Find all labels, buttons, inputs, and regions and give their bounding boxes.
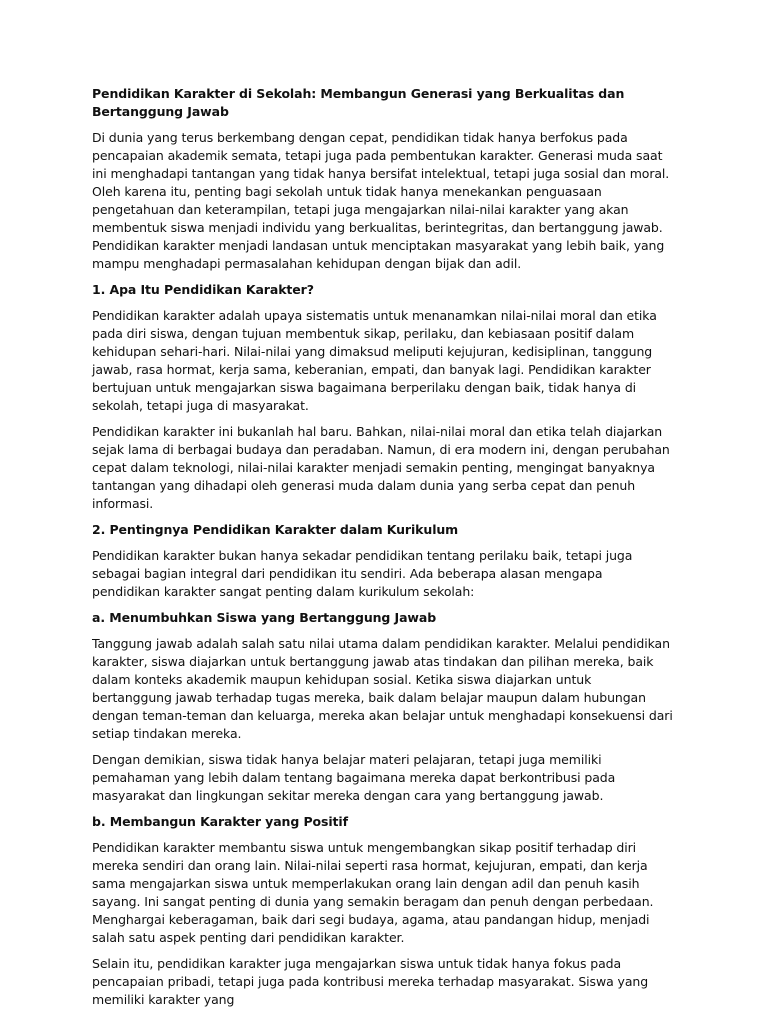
- section-1-heading: 1. Apa Itu Pendidikan Karakter?: [92, 282, 314, 297]
- subsection-a-paragraph-2: Dengan demikian, siswa tidak hanya belajar materi pelajaran, tetapi juga memiliki pemahaman yang lebih dalam tentang bagaimana mereka dapat berkontribusi pada masyarakat dan lingkungan sekitar mereka dengan cara yang bertanggung jawab.: [92, 752, 616, 803]
- subsection-b-heading: b. Membangun Karakter yang Positif: [92, 814, 348, 829]
- subsection-a-heading: a. Menumbuhkan Siswa yang Bertanggung Jawab: [92, 610, 437, 625]
- intro-paragraph: Di dunia yang terus berkembang dengan cepat, pendidikan tidak hanya berfokus pada pencapaian akademik semata, tetapi juga pada pembentukan karakter. Generasi muda saat ini menghadapi tantangan yang tidak hanya bersifat intelektual, tetapi juga sosial dan moral. Oleh karena itu, penting bagi sekolah untuk tidak hanya menekankan penguasaan pengetahuan dan keterampilan, tetapi juga mengajarkan nilai-nilai karakter yang akan membentuk siswa menjadi individu yang berkualitas, berintegritas, dan bertanggung jawab. Pendidikan karakter menjadi landasan untuk menciptakan masyarakat yang lebih baik, yang mampu menghadapi permasalahan kehidupan dengan bijak dan adil.: [92, 130, 670, 271]
- subsection-b-paragraph-2: Selain itu, pendidikan karakter juga mengajarkan siswa untuk tidak hanya fokus pada pencapaian pribadi, tetapi juga pada kontribusi mereka terhadap masyarakat. Siswa yang memiliki karakter yang: [92, 956, 649, 1007]
- section-1-paragraph-1: Pendidikan karakter adalah upaya sistematis untuk menanamkan nilai-nilai moral dan etika pada diri siswa, dengan tujuan membentuk sikap, perilaku, dan kebiasaan positif dalam kehidupan sehari-hari. Nilai-nilai yang dimaksud meliputi kejujuran, kedisiplinan, tanggung jawab, rasa hormat, kerja sama, keberanian, empati, dan banyak lagi. Pendidikan karakter bertujuan untuk mengajarkan siswa bagaimana berperilaku dengan baik, tidak hanya di sekolah, tetapi juga di masyarakat.: [92, 308, 657, 413]
- subsection-b-paragraph-1: Pendidikan karakter membantu siswa untuk mengembangkan sikap positif terhadap diri mereka sendiri dan orang lain. Nilai-nilai seperti rasa hormat, kejujuran, empati, dan kerja sama mengajarkan siswa untuk memperlakukan orang lain dengan adil dan penuh kasih sayang. Ini sangat penting di dunia yang semakin beragam dan penuh dengan perbedaan. Menghargai keberagaman, baik dari segi budaya, agama, atau pandangan hidup, menjadi salah satu aspek penting dari pendidikan karakter.: [92, 840, 654, 945]
- document-page: [92, 85, 674, 1017]
- section-1-paragraph-2: Pendidikan karakter ini bukanlah hal baru. Bahkan, nilai-nilai moral dan etika telah diajarkan sejak lama di berbagai budaya dan peradaban. Namun, di era modern ini, dengan perubahan cepat dalam teknologi, nilai-nilai karakter menjadi semakin penting, mengingat banyaknya tantangan yang dihadapi oleh generasi muda dalam dunia yang serba cepat dan penuh informasi.: [92, 424, 670, 511]
- section-2-heading: 2. Pentingnya Pendidikan Karakter dalam Kurikulum: [92, 522, 459, 537]
- document-title: Pendidikan Karakter di Sekolah: Membangun Generasi yang Berkualitas dan Bertanggung Jawab: [92, 86, 625, 119]
- subsection-a-paragraph-1: Tanggung jawab adalah salah satu nilai utama dalam pendidikan karakter. Melalui pendidikan karakter, siswa diajarkan untuk bertanggung jawab atas tindakan dan pilihan mereka, baik dalam konteks akademik maupun kehidupan sosial. Ketika siswa diajarkan untuk bertanggung jawab terhadap tugas mereka, baik dalam belajar maupun dalam hubungan dengan teman-teman dan keluarga, mereka akan belajar untuk menghadapi konsekuensi dari setiap tindakan mereka.: [92, 636, 673, 741]
- section-2-paragraph-1: Pendidikan karakter bukan hanya sekadar pendidikan tentang perilaku baik, tetapi juga sebagai bagian integral dari pendidikan itu sendiri. Ada beberapa alasan mengapa pendidikan karakter sangat penting dalam kurikulum sekolah:: [92, 548, 633, 599]
